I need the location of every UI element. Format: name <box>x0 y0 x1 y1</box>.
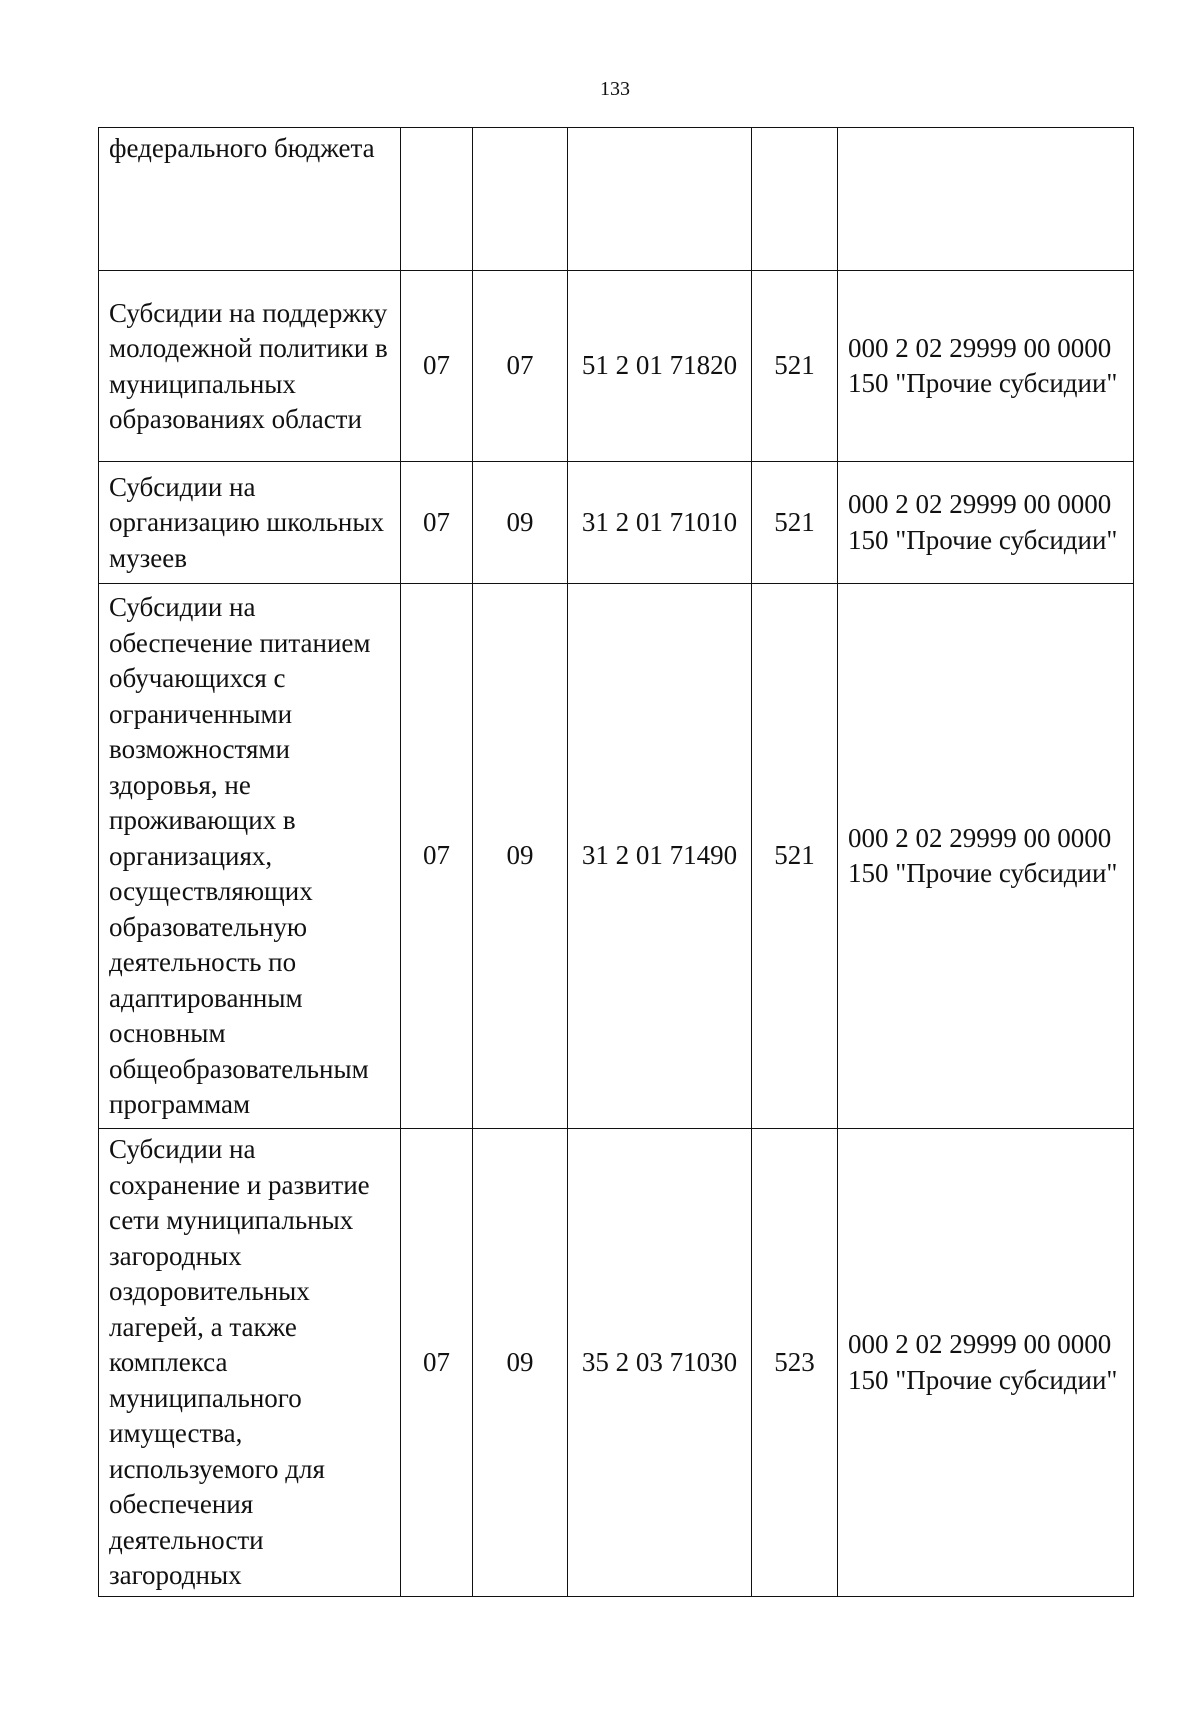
row-expense-type: 521 <box>752 462 838 584</box>
row-section: 07 <box>401 462 473 584</box>
table-row <box>99 128 1134 271</box>
row-target-article: 31 2 01 71490 <box>568 584 752 1129</box>
table-row <box>99 1129 1134 1597</box>
row-revenue-code <box>838 128 1134 271</box>
row-expense-type <box>752 128 838 271</box>
row-target-article: 31 2 01 71010 <box>568 462 752 584</box>
row-section <box>401 128 473 271</box>
row-target-article: 51 2 01 71820 <box>568 271 752 462</box>
row-subsection: 07 <box>473 271 568 462</box>
row-description: федерального бюджета <box>99 128 401 271</box>
row-subsection: 09 <box>473 1129 568 1597</box>
row-revenue-code: 000 2 02 29999 00 0000 150 "Прочие субсидии" <box>838 1129 1134 1597</box>
row-revenue-code: 000 2 02 29999 00 0000 150 "Прочие субсидии" <box>838 584 1134 1129</box>
table-row <box>99 584 1134 1129</box>
table-row <box>99 462 1134 584</box>
row-expense-type: 521 <box>752 271 838 462</box>
page-number: 133 <box>600 78 630 100</box>
row-revenue-code: 000 2 02 29999 00 0000 150 "Прочие субсидии" <box>838 462 1134 584</box>
row-description: Субсидии на организацию школьных музеев <box>99 462 401 584</box>
row-description: Субсидии на обеспечение питанием обучающихся с ограниченными возможностями здоровья, не проживающих в организациях, осуществляющих образовательную деятельность по адаптированным основным общеобразовательным программам <box>99 584 401 1129</box>
row-section: 07 <box>401 271 473 462</box>
row-subsection: 09 <box>473 584 568 1129</box>
row-description: Субсидии на сохранение и развитие сети муниципальных загородных оздоровительных лагерей, а также комплекса муниципального имущества, используемого для обеспечения деятельности загородных <box>99 1129 401 1597</box>
row-section: 07 <box>401 584 473 1129</box>
row-subsection <box>473 128 568 271</box>
row-target-article: 35 2 03 71030 <box>568 1129 752 1597</box>
row-subsection: 09 <box>473 462 568 584</box>
row-expense-type: 521 <box>752 584 838 1129</box>
budget-table <box>98 127 1134 1597</box>
table-row <box>99 271 1134 462</box>
row-target-article <box>568 128 752 271</box>
row-description: Субсидии на поддержку молодежной политики в муниципальных образованиях области <box>99 271 401 462</box>
row-section: 07 <box>401 1129 473 1597</box>
row-revenue-code: 000 2 02 29999 00 0000 150 "Прочие субсидии" <box>838 271 1134 462</box>
row-expense-type: 523 <box>752 1129 838 1597</box>
